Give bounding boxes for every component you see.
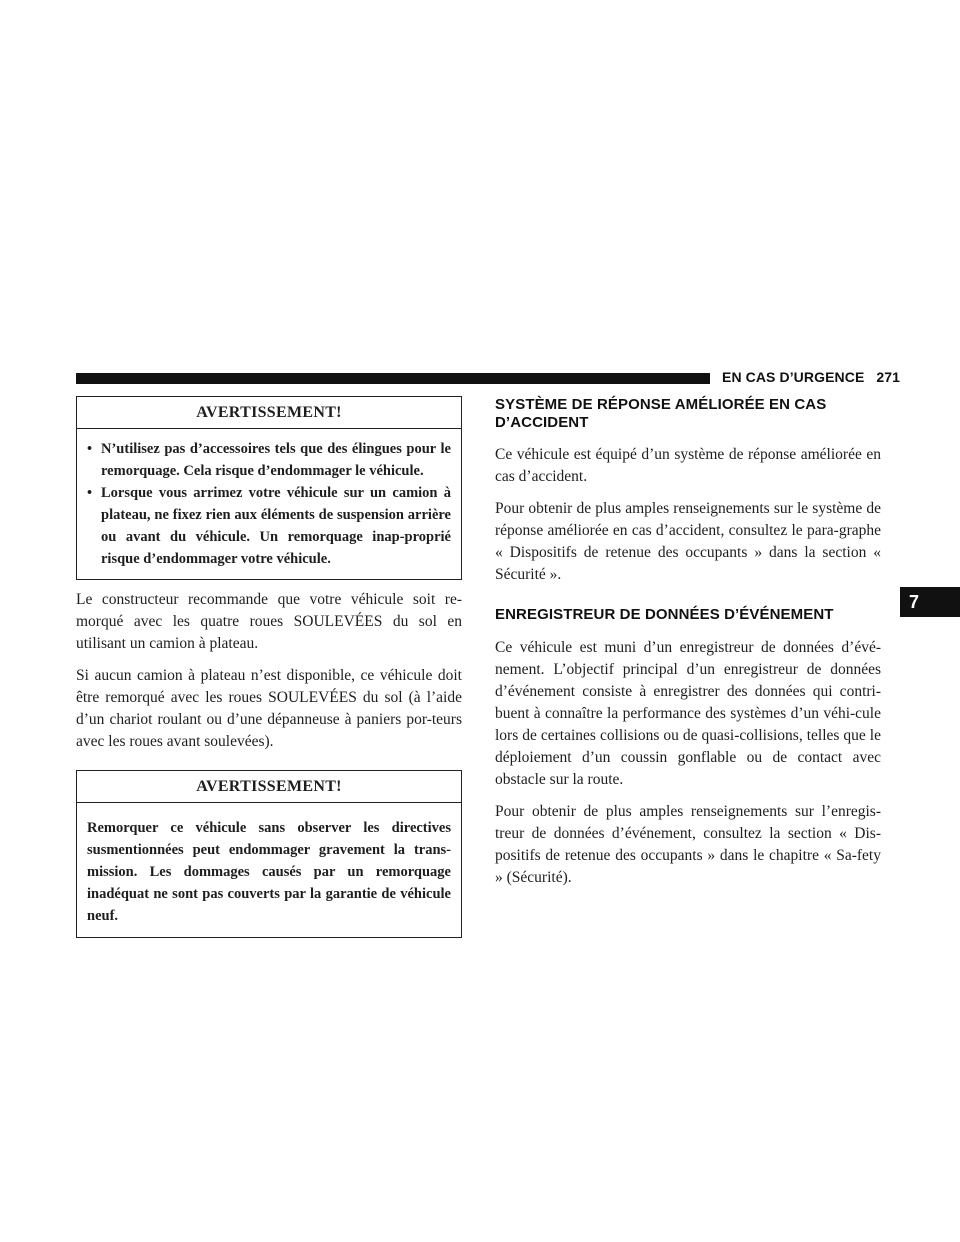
left-column [76,396,462,938]
right-column [495,396,881,889]
body-paragraph: Pour obtenir de plus amples renseignements sur le système de réponse améliorée en cas d’accident, consultez le para-graphe « Dispositifs de retenue des occupants » dans la section « Sécurité ». [495,500,881,583]
bullet-icon: • [87,485,93,501]
running-header [722,369,900,385]
warning-list [77,429,461,579]
body-paragraph: Pour obtenir de plus amples renseignements sur l’enregis-treur de données d’événement, consultez la section « Dis-positifs de retenue des occupants » dans le chapitre « Sa-fety » (Sécurité). [495,803,881,886]
header-chapter-title: EN CAS D’URGENCE [722,369,865,385]
chapter-tab: 7 [900,587,960,617]
warning-title: AVERTISSEMENT! [77,397,461,429]
bullet-icon: • [87,441,93,457]
body-paragraph: Le constructeur recommande que votre véhicule soit re-morqué avec les quatre roues SOULEVÉES du sol en utilisant un camion à plateau. [76,591,462,652]
header-rule [76,373,710,384]
page-number: 271 [876,369,901,385]
section-heading: ENREGISTREUR DE DONNÉES D’ÉVÉNEMENT [495,606,834,623]
warning-list-item: • N’utilisez pas d’accessoires tels que des élingues pour le remorquage. Cela risque d’endommager le véhicule. [87,438,451,482]
body-paragraph: Ce véhicule est équipé d’un système de réponse améliorée en cas d’accident. [495,446,881,485]
section-heading: SYSTÈME DE RÉPONSE AMÉLIORÉE EN CAS D’ACCIDENT [495,396,827,431]
warning-list-item: • Lorsque vous arrimez votre véhicule sur un camion à plateau, ne fixez rien aux éléments de suspension arrière ou avant du véhicule. Un remorquage inap-proprié risque d’endommager votre véhicule. [87,482,451,570]
warning-title: AVERTISSEMENT! [77,771,461,803]
warning-body: Remorquer ce véhicule sans observer les directives susmentionnées peut endommager gravement la trans-mission. Les dommages causés par un remorquage inadéquat ne sont pas couverts par la garantie de véhicule neuf. [87,820,451,924]
body-paragraph: Si aucun camion à plateau n’est disponible, ce véhicule doit être remorqué avec les roues SOULEVÉES du sol (à l’aide d’un chariot roulant ou d’une dépanneuse à paniers por-teurs avec les roues avant soulevées). [76,667,462,750]
body-paragraph: Ce véhicule est muni d’un enregistreur de données d’évé-nement. L’objectif principal d’un enregistreur de données d’événement consiste à enregistrer des données qui contri-buent à connaître la performance des systèmes d’un véhi-cule lors de certaines collisions ou de quasi-collisions, telles que le déploiement d’un coussin gonflable ou de contact avec obstacle sur la route. [495,639,881,788]
warning-box [76,770,462,938]
warning-box [76,396,462,580]
